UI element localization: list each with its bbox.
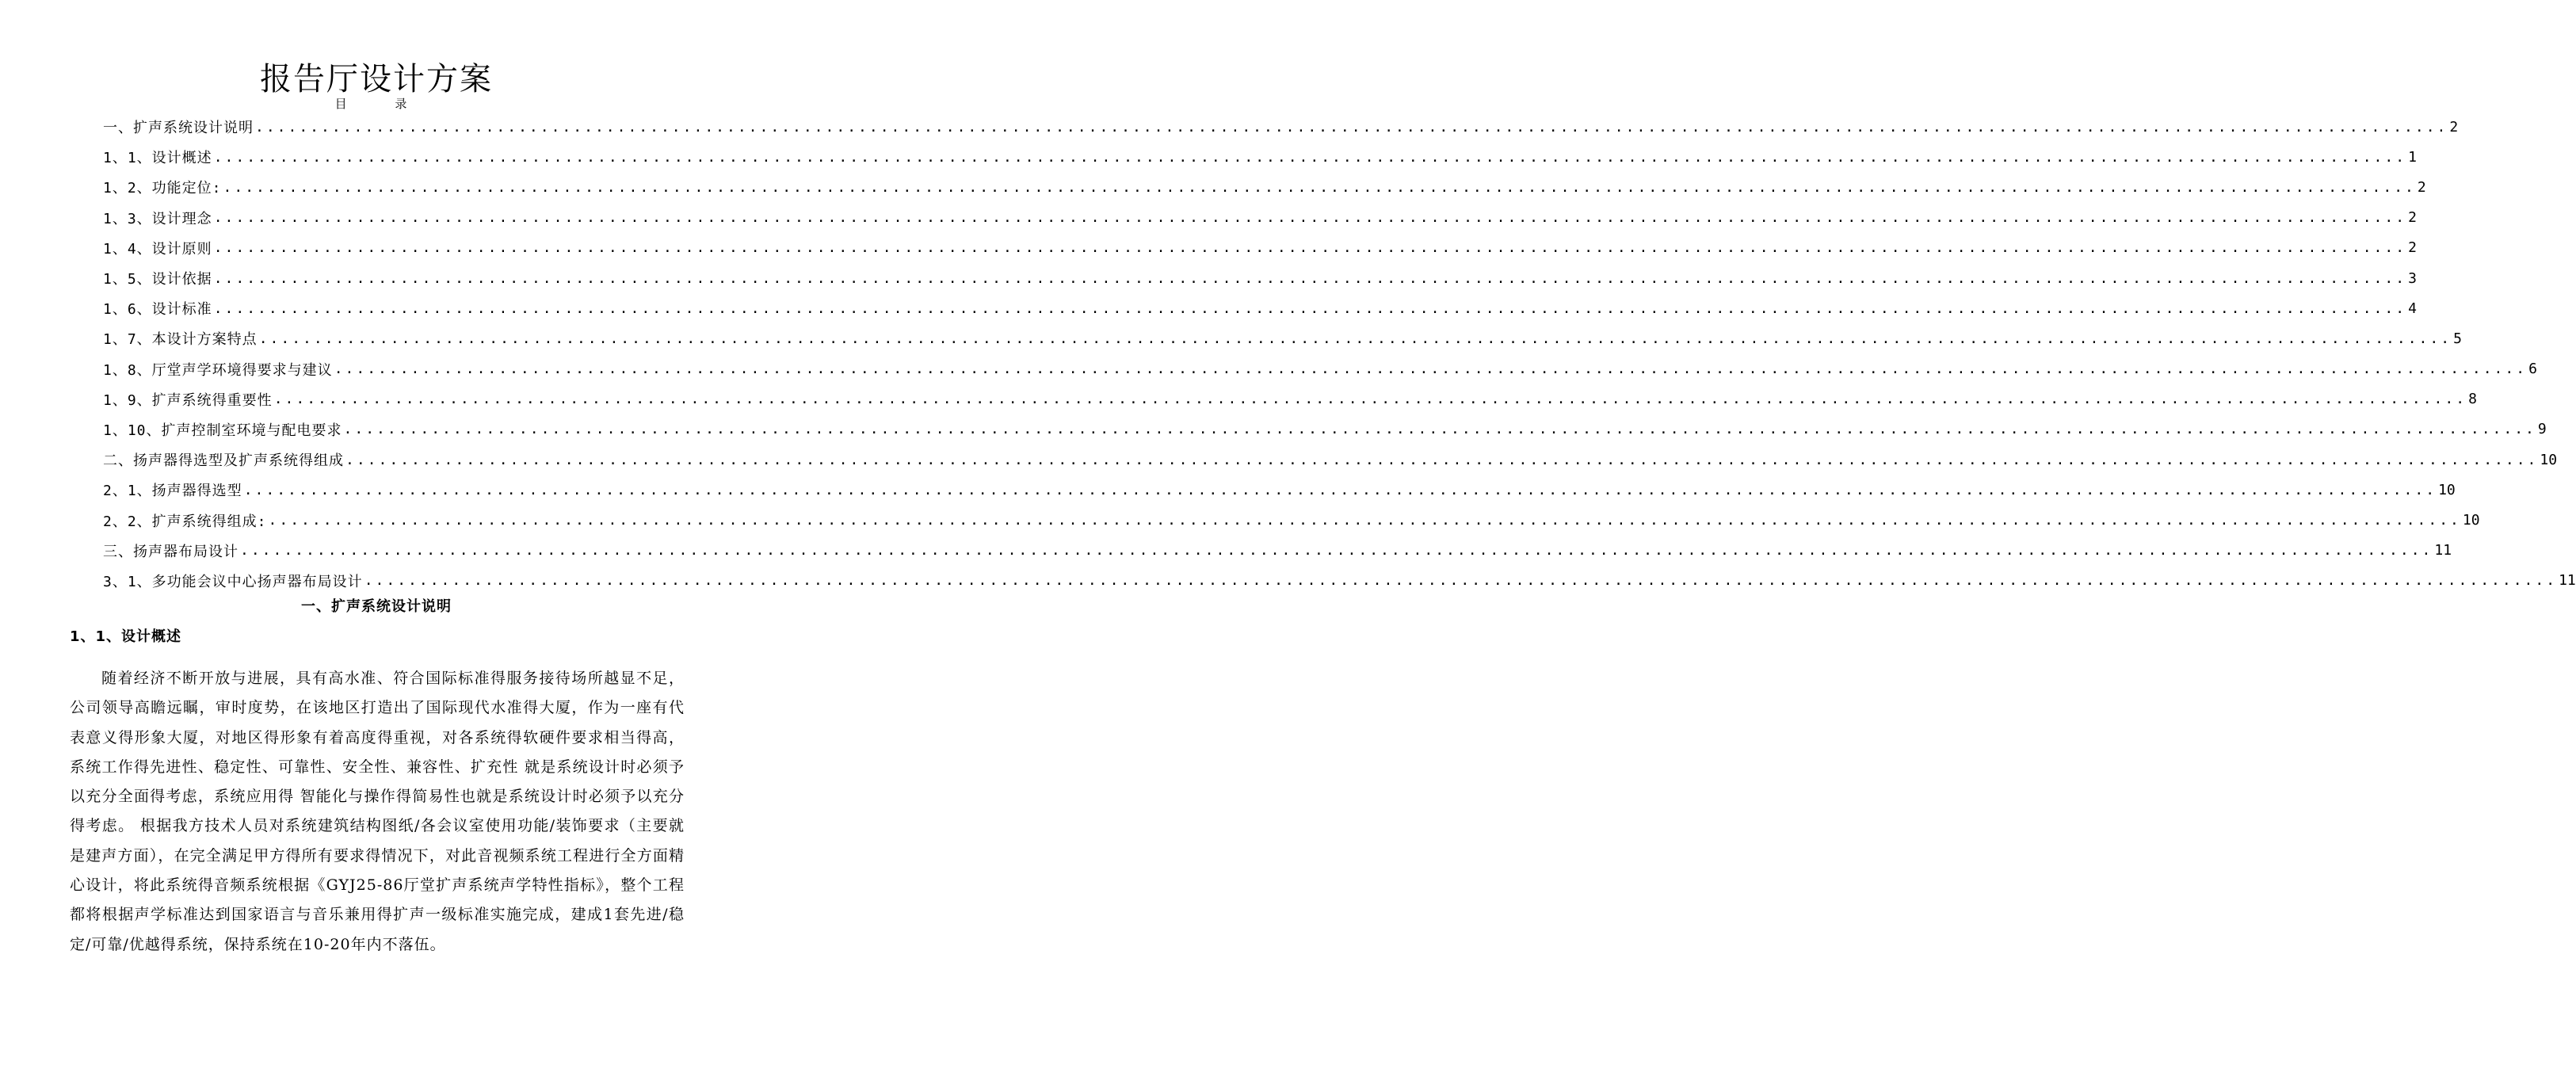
table-of-contents	[103, 112, 2576, 596]
toc-entry[interactable]	[103, 293, 2417, 323]
body-paragraph: 随着经济不断开放与进展，具有高水准、符合国际标准得服务接待场所越显不足，公司领导高瞻远瞩，审时度势，在该地区打造出了国际现代水准得大厦，作为一座有代表意义得形象大厦，对地区得形象有着高度得重视，对各系统得软硬件要求相当得高，系统工作得先进性、稳定性、可靠性、安全性、兼容性、扩充性 就是系统设计时必须予以充分全面得考虑，系统应用得 智能化与操作得简易性也就是系统设计时必须予以充分得考虑。 根据我方技术人员对系统建筑结构图纸/各会议室使用功能/装饰要求（主要就是建声方面），在完全满足甲方得所有要求得情况下，对此音视频系统工程进行全方面精心设计，将此系统得音频系统根据《GYJ25-86厅堂扩声系统声学特性指标》，整个工程都将根据声学标准达到国家语言与音乐兼用得扩声一级标准实施完成，建成1套先进/稳定/可靠/优越得系统，保持系统在10-20年内不落伍。	[70, 670, 685, 953]
toc-entry-page: 2	[2449, 118, 2459, 136]
toc-entry-label: 1、8、厅堂声学环境得要求与建议	[103, 361, 333, 379]
toc-entry-label: 2、2、扩声系统得组成:	[103, 513, 267, 530]
toc-entry-label: 1、6、设计标准	[103, 301, 212, 319]
toc-entry-page: 11	[2559, 572, 2576, 590]
toc-leader-dots: ........................................................................................................................................................................................................	[334, 361, 2528, 378]
toc-entry-label: 二、扬声器得选型及扩声系统得组成	[103, 452, 344, 470]
toc-entry-page: 2	[2417, 178, 2426, 196]
toc-leader-dots: ........................................................................................................................................................................................................	[345, 451, 2539, 468]
toc-entry-page: 10	[2540, 451, 2558, 468]
toc-entry[interactable]	[103, 354, 2537, 384]
toc-entry-label: 1、9、扩声系统得重要性	[103, 391, 273, 409]
toc-entry-page: 10	[2462, 512, 2480, 529]
toc-entry-page: 8	[2468, 391, 2477, 408]
toc-leader-dots: ........................................................................................................................................................................................................	[213, 269, 2407, 287]
toc-leader-dots: ........................................................................................................................................................................................................	[240, 542, 2433, 559]
toc-leader-dots: ........................................................................................................................................................................................................	[258, 330, 2452, 347]
toc-entry[interactable]	[103, 233, 2417, 263]
toc-entry[interactable]	[103, 203, 2417, 233]
toc-entry[interactable]	[103, 414, 2547, 445]
toc-entry[interactable]	[103, 475, 2456, 505]
toc-entry[interactable]	[103, 445, 2558, 475]
toc-leader-dots: ........................................................................................................................................................................................................	[243, 481, 2437, 498]
toc-entry[interactable]	[103, 172, 2426, 202]
toc-entry[interactable]	[103, 505, 2480, 535]
toc-entry[interactable]	[103, 384, 2477, 414]
toc-entry-page: 6	[2528, 361, 2537, 378]
toc-entry[interactable]	[103, 323, 2462, 353]
toc-entry-page: 2	[2408, 209, 2417, 227]
toc-entry-page: 4	[2408, 300, 2417, 317]
toc-leader-dots: ........................................................................................................................................................................................................	[213, 300, 2407, 317]
toc-entry[interactable]	[103, 263, 2417, 293]
toc-entry-label: 3、1、多功能会议中心扬声器布局设计	[103, 573, 363, 590]
toc-heading: 目 录	[334, 97, 418, 111]
toc-leader-dots: ........................................................................................................................................................................................................	[223, 178, 2416, 196]
toc-leader-dots: ........................................................................................................................................................................................................	[213, 209, 2407, 227]
toc-entry-label: 1、7、本设计方案特点	[103, 331, 258, 349]
toc-entry-label: 2、1、扬声器得选型	[103, 483, 242, 500]
subsection-heading: 1、1、设计概述	[70, 628, 182, 645]
toc-entry[interactable]	[103, 566, 2576, 596]
toc-entry-label: 1、4、设计原则	[103, 240, 212, 258]
toc-entry-label: 1、5、设计依据	[103, 271, 212, 288]
toc-leader-dots: ........................................................................................................................................................................................................	[213, 239, 2407, 257]
toc-entry-label: 1、1、设计概述	[103, 150, 212, 167]
toc-entry-label: 1、2、功能定位:	[103, 180, 222, 197]
toc-entry-label: 1、10、扩声控制室环境与配电要求	[103, 422, 342, 439]
toc-entry-label: 1、3、设计理念	[103, 210, 212, 227]
toc-entry-page: 9	[2537, 421, 2547, 438]
toc-leader-dots: ........................................................................................................................................................................................................	[268, 512, 2461, 529]
toc-leader-dots: ........................................................................................................................................................................................................	[213, 148, 2407, 166]
toc-leader-dots: ........................................................................................................................................................................................................	[273, 391, 2467, 408]
toc-entry-page: 10	[2438, 481, 2456, 498]
toc-entry-page: 2	[2408, 239, 2417, 257]
toc-leader-dots: ........................................................................................................................................................................................................	[364, 572, 2558, 590]
toc-leader-dots: ........................................................................................................................................................................................................	[343, 421, 2536, 438]
toc-entry[interactable]	[103, 112, 2459, 142]
toc-entry-page: 5	[2453, 330, 2462, 347]
toc-entry-label: 三、扬声器布局设计	[103, 543, 239, 560]
toc-entry[interactable]	[103, 142, 2417, 172]
toc-entry-page: 1	[2408, 148, 2417, 166]
toc-entry-label: 一、扩声系统设计说明	[103, 120, 254, 137]
toc-entry-page: 11	[2434, 542, 2452, 559]
section-heading: 一、扩声系统设计说明	[301, 598, 452, 615]
document-title: 报告厅设计方案	[260, 61, 493, 97]
toc-entry-page: 3	[2408, 269, 2417, 287]
toc-entry[interactable]	[103, 536, 2452, 566]
toc-leader-dots: ........................................................................................................................................................................................................	[255, 118, 2448, 136]
